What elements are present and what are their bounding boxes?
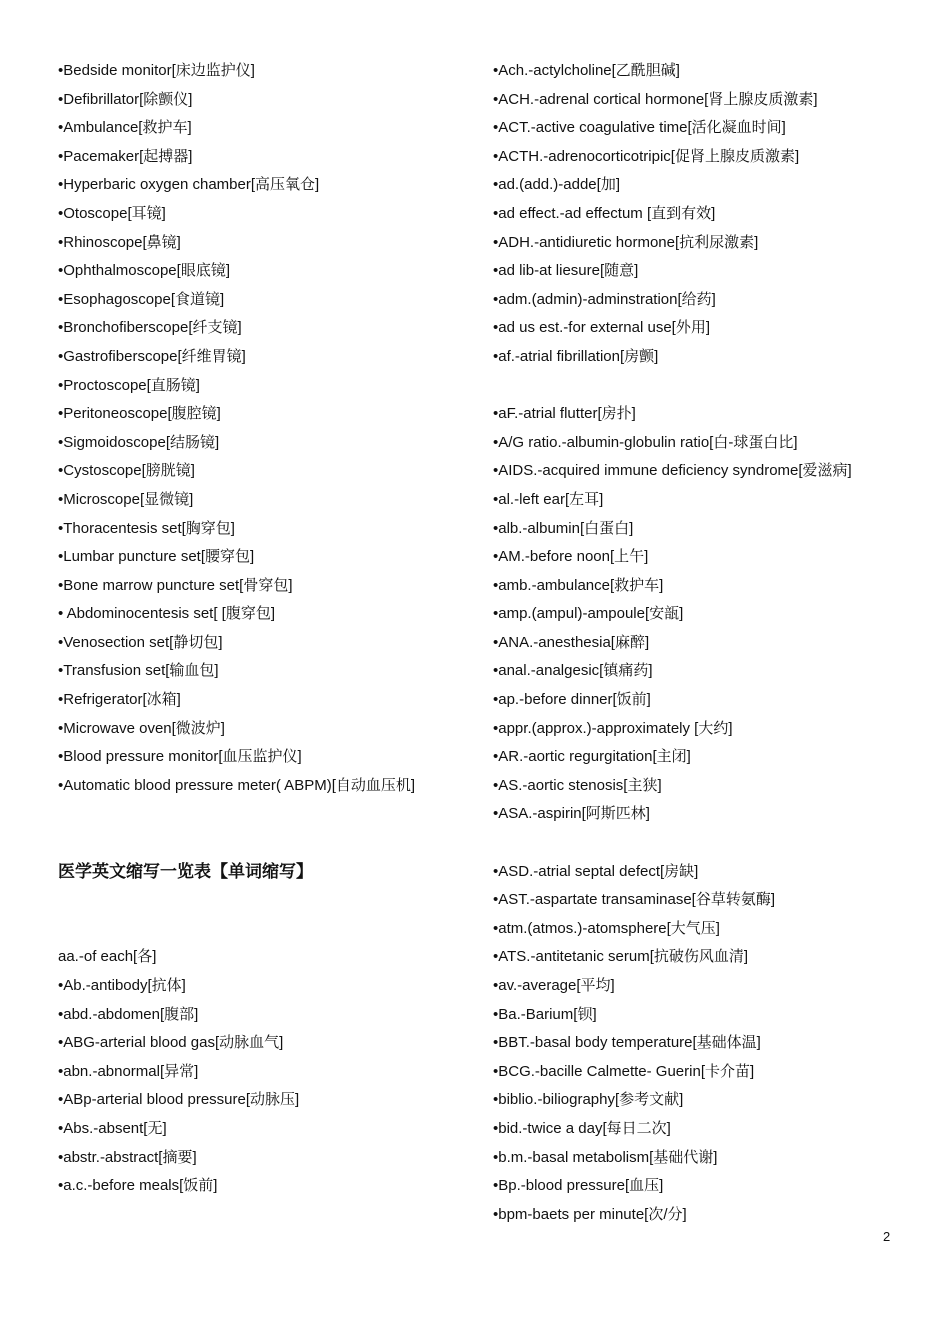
list-item: •Ambulance[救护车] <box>58 119 192 137</box>
spacer <box>58 800 478 857</box>
section-heading: 医学英文缩写一览表【单词缩写】 <box>58 861 313 882</box>
right-column <box>493 57 933 1229</box>
list-item: •anal.-analgesic[镇痛药] <box>493 662 653 680</box>
left-column <box>58 57 478 1201</box>
list-item: •Bedside monitor[床边监护仪] <box>58 62 255 79</box>
list-item: •ad lib-at liesure[随意] <box>493 262 639 280</box>
list-item: •ATS.-antitetanic serum[抗破伤风血清] <box>493 948 749 966</box>
list-item: •ASD.-atrial septal defect[房缺] <box>493 862 699 880</box>
list-item: •ACTH.-adrenocorticotripic[促肾上腺皮质激素] <box>493 147 800 165</box>
list-item: •amp.(ampul)-ampoule[安瓿] <box>493 605 684 623</box>
list-item: •aF.-atrial flutter[房扑] <box>493 405 636 423</box>
list-item: • Abdominocentesis set[ [腹穿包] <box>58 605 276 623</box>
list-item: •amb.-ambulance[救护车] <box>493 576 664 594</box>
list-item: •Hyperbaric oxygen chamber[高压氧仓] <box>58 176 320 194</box>
list-item: •ANA.-anesthesia[麻醉] <box>493 633 650 651</box>
list-item: •ACH.-adrenal cortical hormone[肾上腺皮质激素] <box>493 90 818 108</box>
list-item: •ACT.-active coagulative time[活化凝血时间] <box>493 119 786 137</box>
list-item: •Rhinoscope[鼻镜] <box>58 233 181 251</box>
list-item: •Ach.-actylcholine[乙酰胆碱] <box>493 62 680 79</box>
list-item: •b.m.-basal metabolism[基础代谢] <box>493 1148 718 1166</box>
list-item: •Microwave oven[微波炉] <box>58 719 225 737</box>
list-item: •Proctoscope[直肠镜] <box>58 376 200 394</box>
list-item: •BBT.-basal body temperature[基础体温] <box>493 1034 761 1052</box>
list-item: •BCG.-bacille Calmette- Guerin[卡介苗] <box>493 1062 755 1080</box>
list-item: •abn.-abnormal[异常] <box>58 1062 199 1080</box>
list-item: •ad us est.-for external use[外用] <box>493 319 711 337</box>
list-item: •abd.-abdomen[腹部] <box>58 1005 199 1023</box>
list-item: •Bp.-blood pressure[血压] <box>493 1177 664 1195</box>
list-item: •abstr.-abstract[摘要] <box>58 1148 197 1166</box>
spacer <box>493 372 933 401</box>
list-item: •ABp-arterial blood pressure[动脉压] <box>58 1091 300 1109</box>
list-item: •Ophthalmoscope[眼底镜] <box>58 262 230 280</box>
list-item: •AS.-aortic stenosis[主狭] <box>493 776 662 794</box>
list-item: •al.-left ear[左耳] <box>493 490 604 508</box>
spacer <box>58 886 478 943</box>
list-item: •af.-atrial fibrillation[房颤] <box>493 347 659 365</box>
list-item: •ASA.-aspirin[阿斯匹林] <box>493 805 650 823</box>
list-item: •alb.-albumin[白蛋白] <box>493 519 634 537</box>
list-item: •ad.(add.)-adde[加] <box>493 176 620 194</box>
abbreviation-list <box>493 400 933 829</box>
list-item: •Transfusion set[输血包] <box>58 662 219 680</box>
list-item: •Refrigerator[冰箱] <box>58 691 181 709</box>
list-item: •Cystoscope[膀胱镜] <box>58 462 195 480</box>
list-item: •appr.(approx.)-approximately [大约] <box>493 719 733 737</box>
list-item: •Abs.-absent[无] <box>58 1119 167 1137</box>
list-item: •adm.(admin)-adminstration[给药] <box>493 290 716 308</box>
list-item: •ad effect.-ad effectum [直到有效] <box>493 204 716 222</box>
equipment-list <box>58 57 478 800</box>
list-item: •Automatic blood pressure meter( ABPM)[自动血压机] <box>58 776 416 794</box>
list-item: •ap.-before dinner[饭前] <box>493 691 651 709</box>
list-item: •AM.-before noon[上午] <box>493 548 649 566</box>
list-item: •Esophagoscope[食道镜] <box>58 290 225 308</box>
list-item: •ADH.-antidiuretic hormone[抗利尿激素] <box>493 233 759 251</box>
list-item: •Thoracentesis set[胸穿包] <box>58 519 235 537</box>
list-item: •Otoscope[耳镜] <box>58 204 166 222</box>
list-item: •Lumbar puncture set[腰穿包] <box>58 548 255 566</box>
list-item: •Blood pressure monitor[血压监护仪] <box>58 748 302 766</box>
list-item: •A/G ratio.-albumin-globulin ratio[白-球蛋白比] <box>493 433 798 451</box>
list-item: •Pacemaker[起搏器] <box>58 147 193 165</box>
list-item: •Defibrillator[除颤仪] <box>58 90 193 108</box>
page-number: 2 <box>883 1229 891 1244</box>
list-item: •AR.-aortic regurgitation[主闭] <box>493 748 691 766</box>
abbreviation-list <box>493 858 933 1230</box>
list-item: •AST.-aspartate transaminase[谷草转氨酶] <box>493 891 776 909</box>
spacer <box>493 829 933 858</box>
list-item: •ABG-arterial blood gas[动脉血气] <box>58 1034 284 1052</box>
list-item: •biblio.-biliography[参考文献] <box>493 1091 684 1109</box>
list-item: •bid.-twice a day[每日二次] <box>493 1119 671 1137</box>
list-item: •bpm-baets per minute[次/分] <box>493 1205 687 1223</box>
abbreviation-list <box>493 57 933 372</box>
list-item: •Peritoneoscope[腹腔镜] <box>58 405 221 423</box>
list-item: •a.c.-before meals[饭前] <box>58 1177 218 1195</box>
list-item: •Bone marrow puncture set[骨穿包] <box>58 576 293 594</box>
list-item: •Sigmoidoscope[结肠镜] <box>58 433 220 451</box>
list-item: •Gastrofiberscope[纤维胃镜] <box>58 347 246 365</box>
list-item: •atm.(atmos.)-atomsphere[大气压] <box>493 919 720 937</box>
list-item: •av.-average[平均] <box>493 977 615 994</box>
list-item: •AIDS.-acquired immune deficiency syndrome[爱滋病] <box>493 462 852 480</box>
list-item: •Bronchofiberscope[纤支镜] <box>58 319 242 337</box>
list-item: •Venosection set[静切包] <box>58 633 223 651</box>
list-item: •Ba.-Barium[钡] <box>493 1005 597 1023</box>
list-item: aa.-of each[各] <box>58 948 157 966</box>
abbreviation-list <box>58 943 478 1200</box>
list-item: •Microscope[显微镜] <box>58 490 194 508</box>
list-item: •Ab.-antibody[抗体] <box>58 977 186 994</box>
